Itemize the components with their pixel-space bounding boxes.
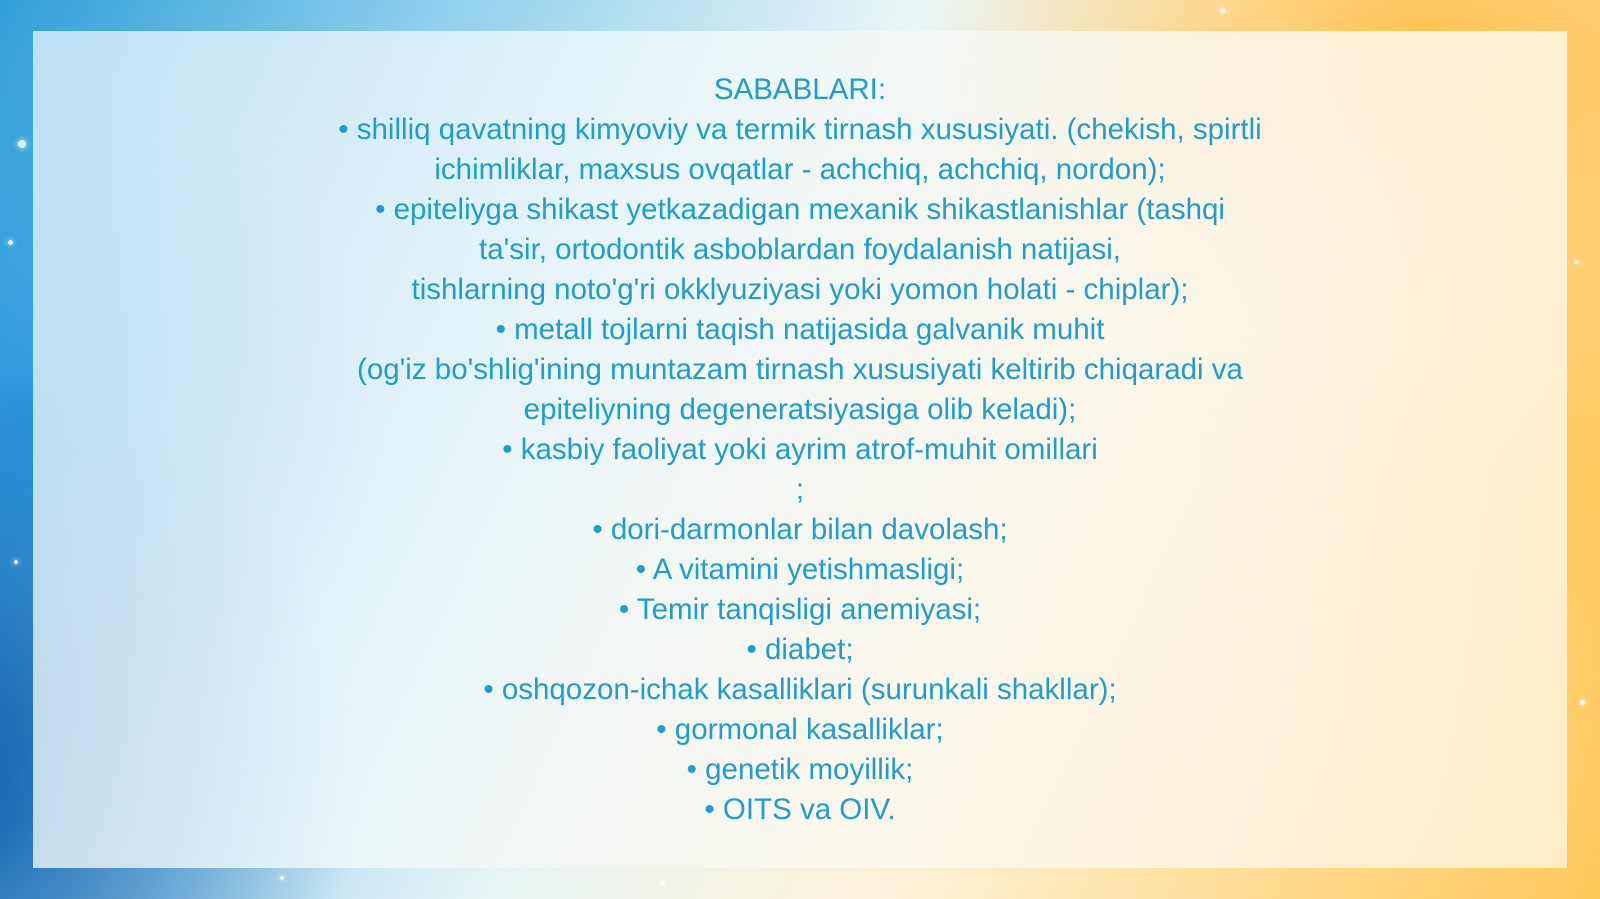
text-line: • OITS va OIV. (704, 793, 896, 826)
text-line: • dori-darmonlar bilan davolash; (592, 513, 1008, 546)
text-line: • A vitamini yetishmasligi; (635, 553, 965, 586)
text-line: • metall tojlarni taqish natijasida galvanik muhit (495, 313, 1105, 346)
sparkle-decoration (660, 880, 665, 885)
text-line: ichimliklar, maxsus ovqatlar - achchiq, achchiq, nordon); (434, 153, 1166, 186)
text-line: ; (795, 473, 805, 506)
text-line: • diabet; (746, 633, 854, 666)
text-line: ta'sir, ortodontik asboblardan foydalanish natijasi, (479, 233, 1121, 266)
slide-title: SABABLARI: (713, 73, 887, 106)
sparkle-decoration (1580, 700, 1585, 705)
text-line: • Temir tanqisligi anemiyasi; (618, 593, 982, 626)
text-line: (og'iz bo'shlig'ining muntazam tirnash xususiyati keltirib chiqaradi va (357, 353, 1243, 386)
text-line: • gormonal kasalliklar; (656, 713, 944, 746)
text-line: • genetik moyillik; (686, 753, 914, 786)
text-line: • epiteliyga shikast yetkazadigan mexanik shikastlanishlar (tashqi (375, 193, 1225, 226)
sparkle-decoration (1220, 8, 1225, 13)
text-line: • kasbiy faoliyat yoki ayrim atrof-muhit omillari (502, 433, 1098, 466)
text-line: tishlarning noto'g'ri okklyuziyasi yoki yomon holati - chiplar); (411, 273, 1189, 306)
text-line: • shilliq qavatning kimyoviy va termik tirnash xususiyati. (chekish, spirtli (338, 113, 1262, 146)
text-line: • oshqozon-ichak kasalliklari (surunkali shakllar); (483, 673, 1117, 706)
slide-content (33, 70, 1567, 830)
sparkle-decoration (14, 560, 18, 564)
sparkle-decoration (8, 240, 13, 245)
sparkle-decoration (18, 140, 26, 148)
sparkle-decoration (280, 876, 284, 880)
sparkle-decoration (1575, 260, 1579, 264)
text-line: epiteliyning degeneratsiyasiga olib keladi); (523, 393, 1077, 426)
